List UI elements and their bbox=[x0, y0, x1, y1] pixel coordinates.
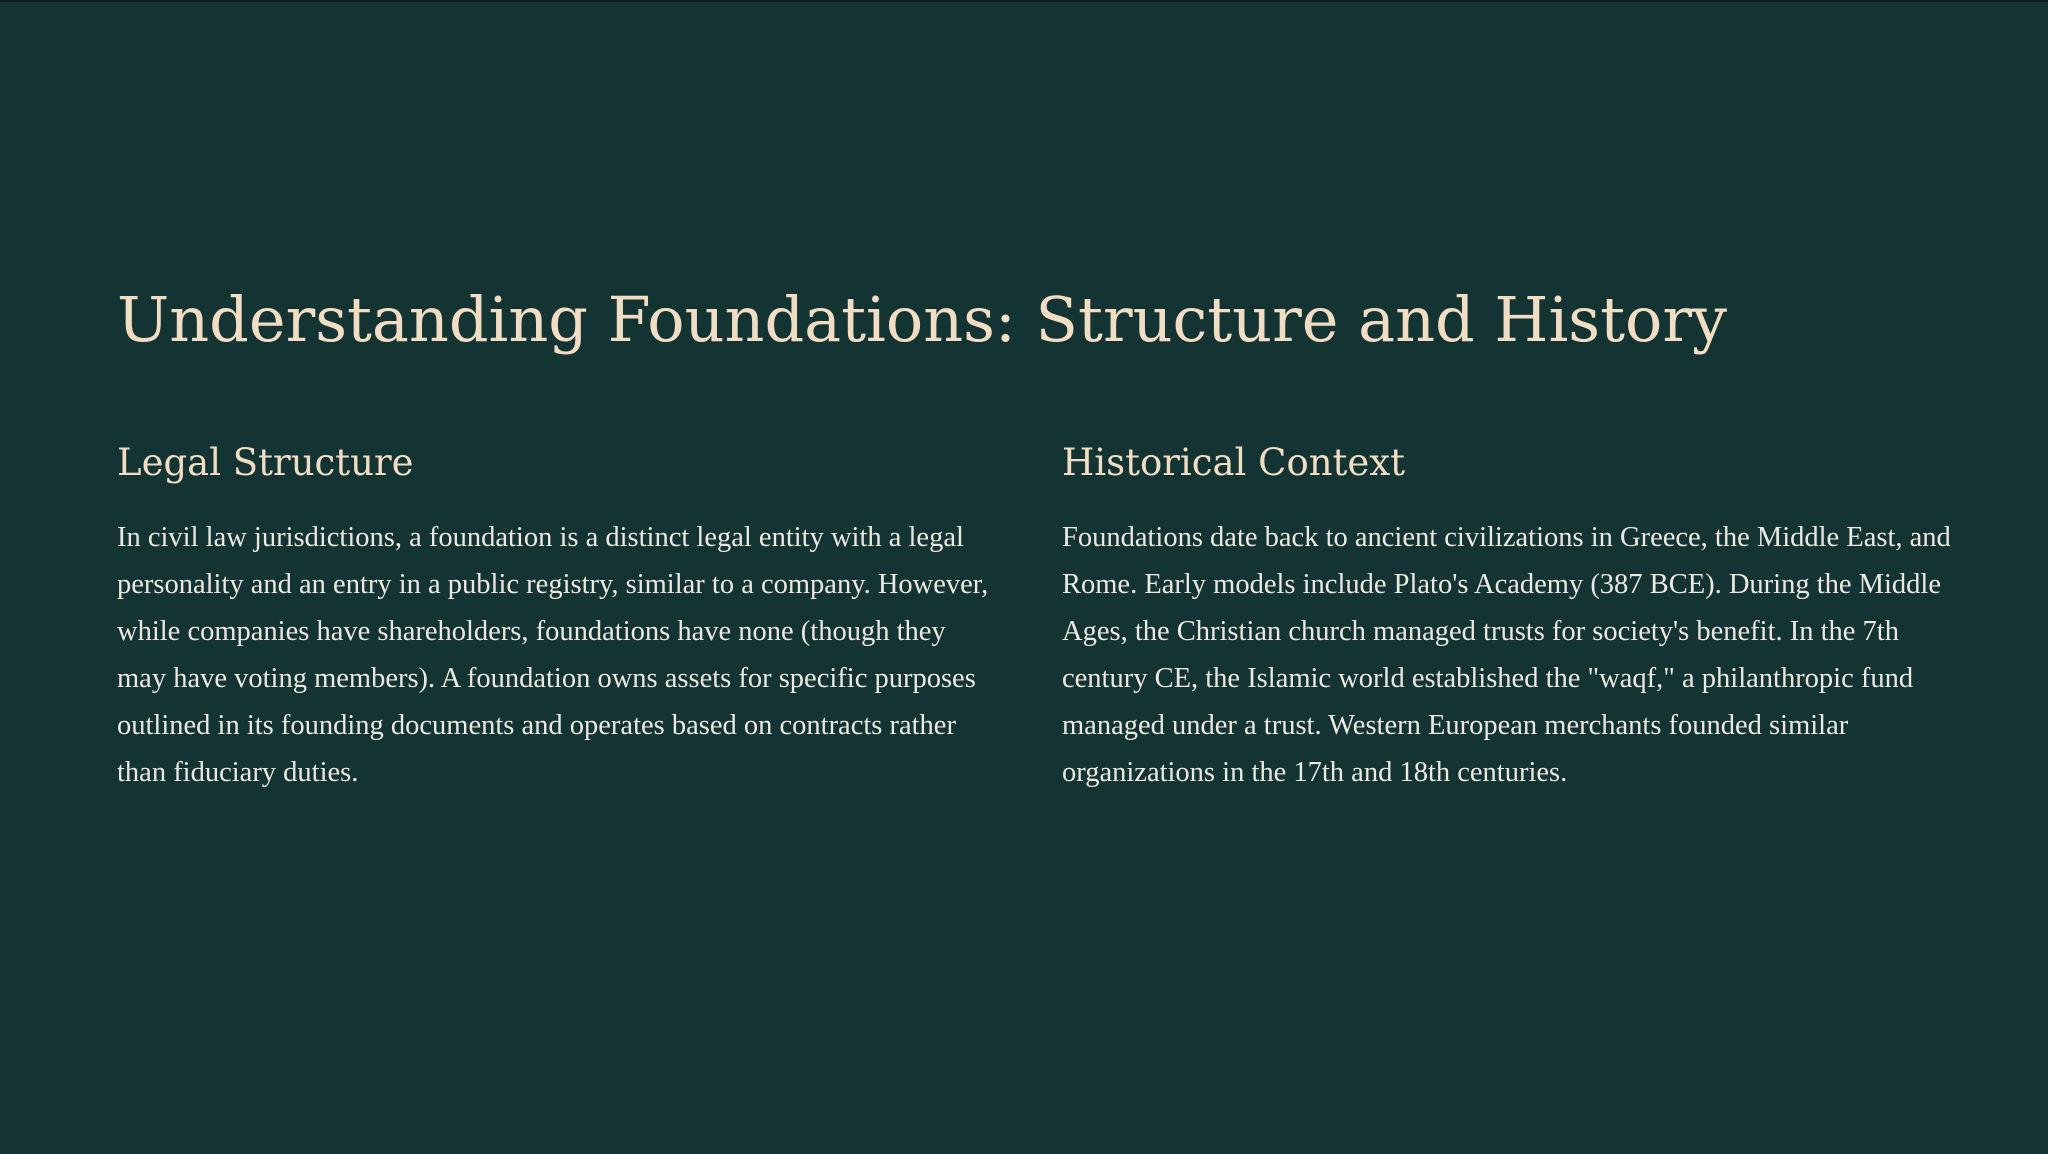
legal-structure-heading: Legal Structure bbox=[117, 441, 414, 484]
historical-context-heading: Historical Context bbox=[1062, 441, 1406, 484]
legal-structure-text: In civil law jurisdictions, a foundation is a distinct legal entity with a legal personality and an entry in a public registry, similar to a company. However, while companies have shareholders, foundations have none (though they may have voting members). A foundation owns assets for specific purposes outlined in its founding documents and operates based on contracts rather than fiduciary duties. bbox=[117, 522, 989, 788]
historical-context-column bbox=[1062, 434, 1962, 796]
legal-structure-column bbox=[117, 434, 997, 796]
historical-context-text: Foundations date back to ancient civilizations in Greece, the Middle East, and Rome. Early models include Plato's Academy (387 BCE). During the Middle Ages, the Christian church managed trusts for society's benefit. In the 7th century CE, the Islamic world established the "waqf," a philanthropic fund managed under a trust. Western European merchants founded similar organizations in the 17th and 18th centuries. bbox=[1062, 522, 1951, 788]
slide-title: Understanding Foundations: Structure and History bbox=[117, 283, 1728, 356]
